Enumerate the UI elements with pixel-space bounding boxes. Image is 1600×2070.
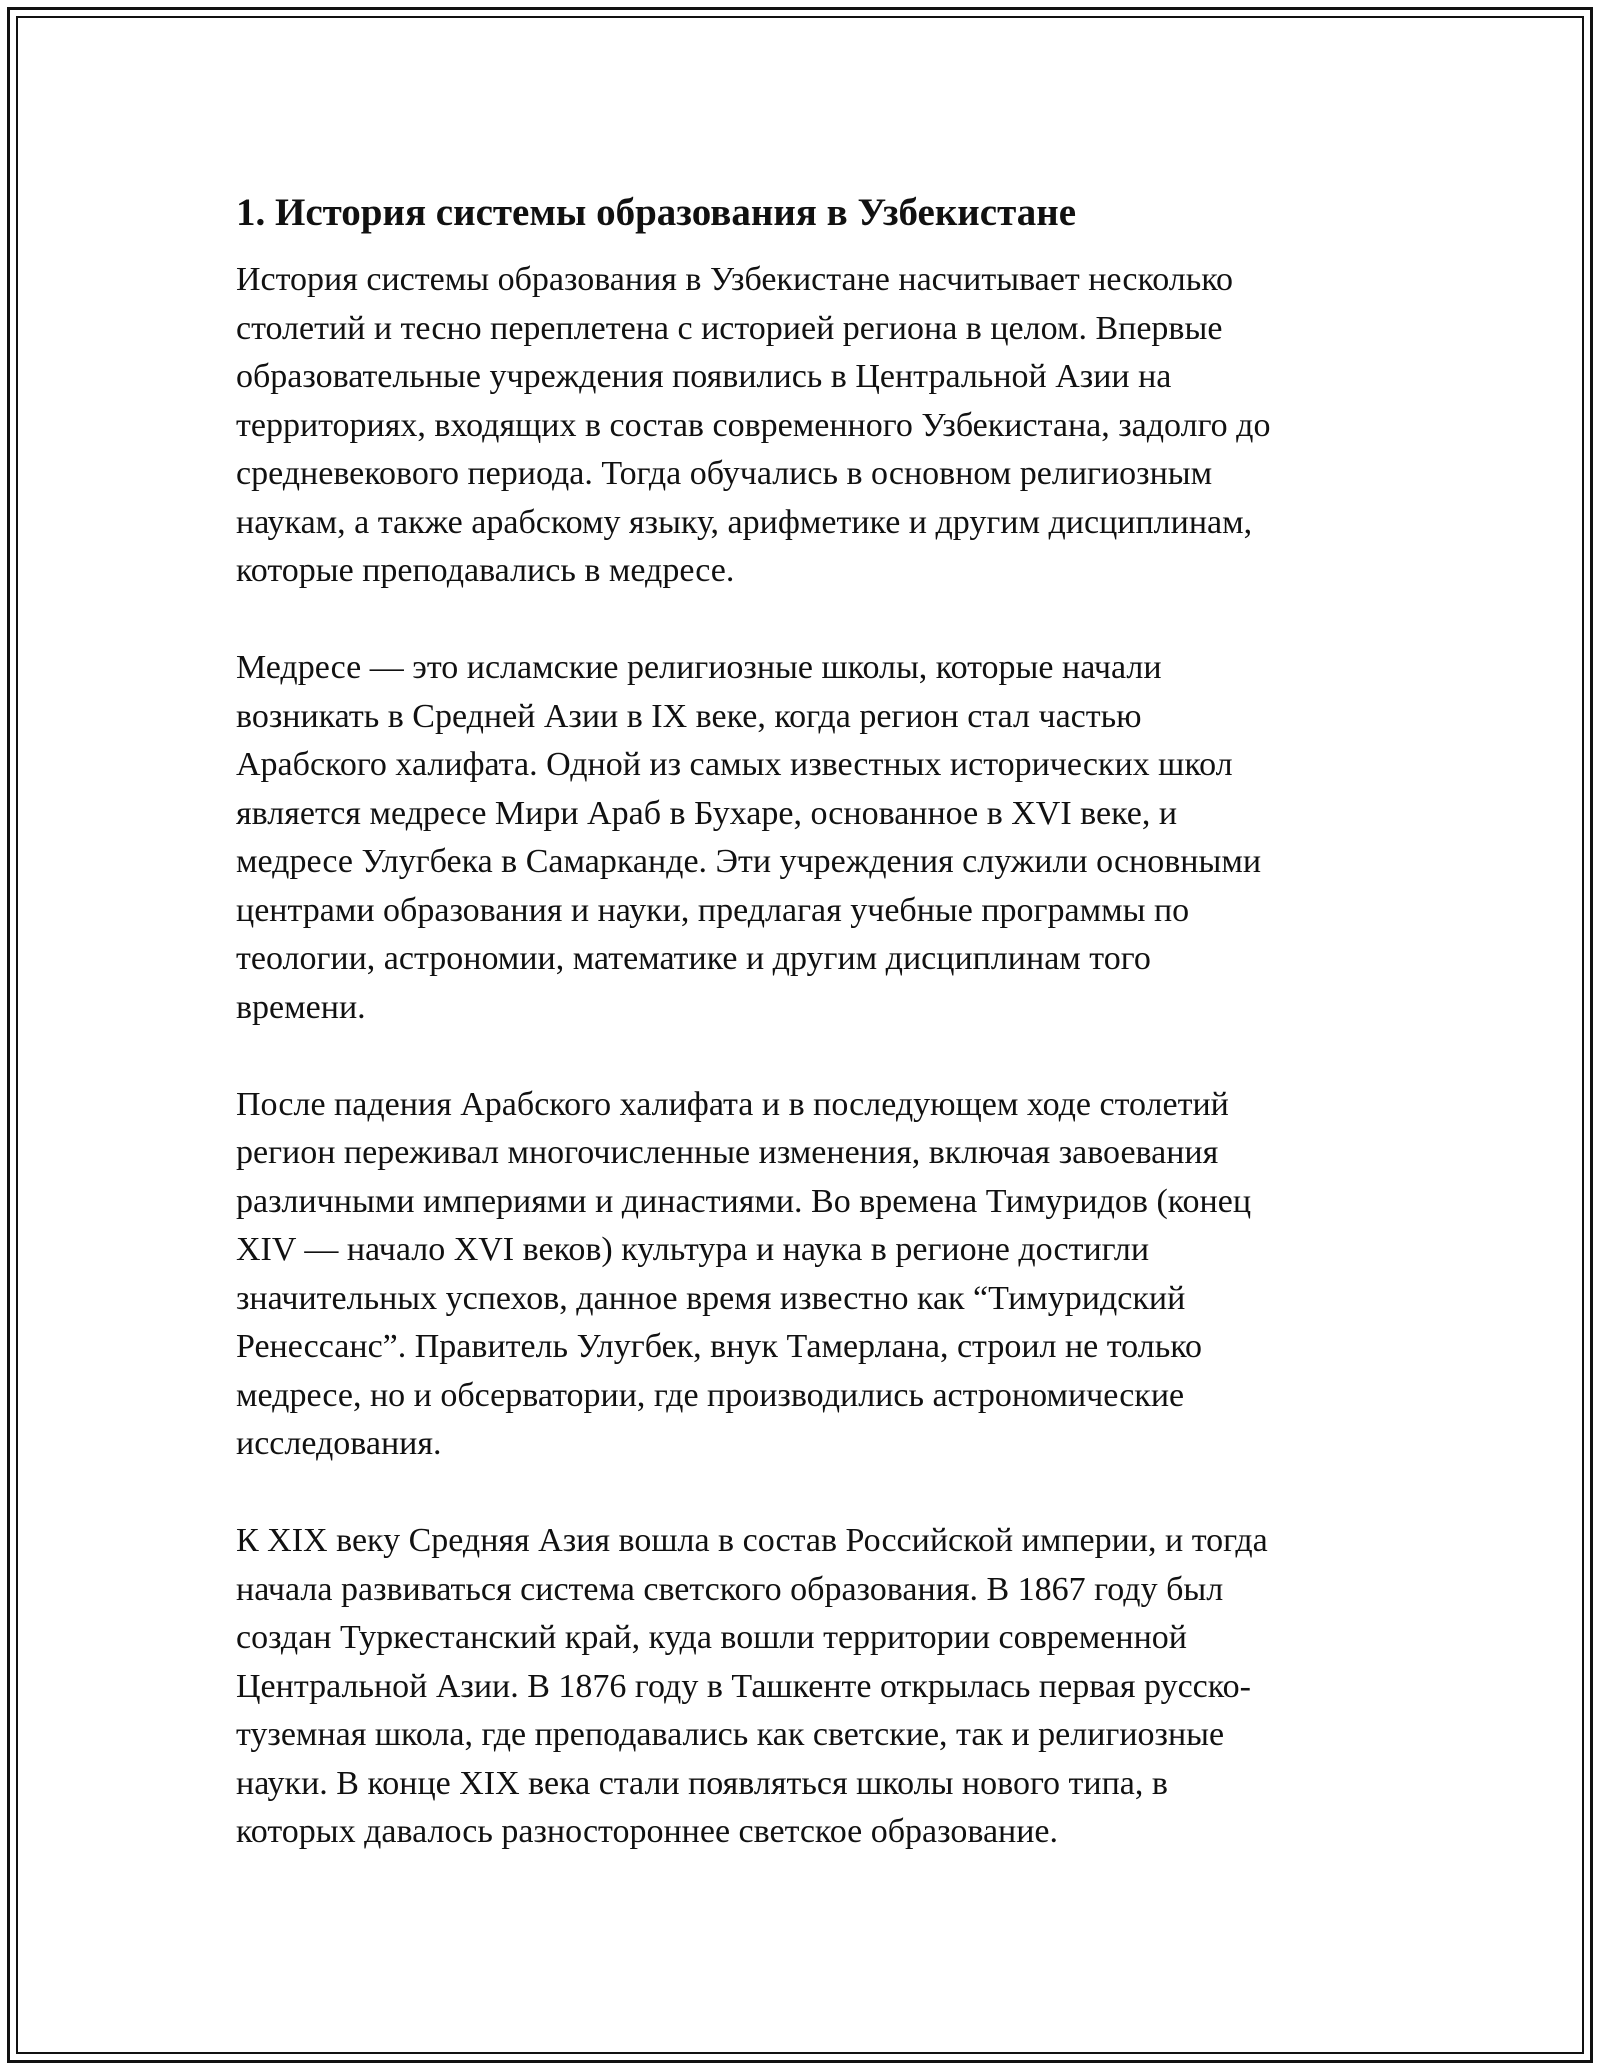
- paragraph-1: История системы образования в Узбекистане насчитывает несколько столетий и тесно переплетена с историей региона в целом. Впервые образовательные учреждения появились в Центральной Азии на территориях, входящих в состав современного Узбекистана, задолго до средневекового периода. Тогда обучались в основном религиозным наукам, а также арабскому языку, арифметике и другим дисциплинам, которые преподавались в медресе.: [236, 261, 1271, 589]
- paragraph-4: К XIX веку Средняя Азия вошла в состав Российской империи, и тогда начала развиваться система светского образования. В 1867 году был создан Туркестанский край, куда вошли территории современной Центральной Азии. В 1876 году в Ташкенте открылась первая русско- туземная школа, где преподавались как светские, так и религиозные науки. В конце XIX века стали появляться школы нового типа, в которых давалось разностороннее светское образование.: [236, 1522, 1268, 1850]
- document-body: [236, 186, 1376, 1857]
- paragraph-3: После падения Арабского халифата и в последующем ходе столетий регион переживал многочисленные изменения, включая завоевания различными империями и династиями. Во времена Тимуридов (конец XIV — начало XVI веков) культура и наука в регионе достигли значительных успехов, данное время известно как “Тимуридский Ренессанс”. Правитель Улугбек, внук Тамерлана, строил не только медресе, но и обсерватории, где производились астрономические исследования.: [236, 1085, 1252, 1462]
- section-heading: 1. История системы образования в Узбекистане: [236, 191, 1077, 234]
- paragraph-2: Медресе — это исламские религиозные школы, которые начали возникать в Средней Азии в IX веке, когда регион стал частью Арабского халифата. Одной из самых известных исторических школ является медресе Мири Араб в Бухаре, основанное в XVI веке, и медресе Улугбека в Самарканде. Эти учреждения служили основными центрами образования и науки, предлагая учебные программы по теологии, астрономии, математике и другим дисциплинам того времени.: [236, 649, 1262, 1026]
